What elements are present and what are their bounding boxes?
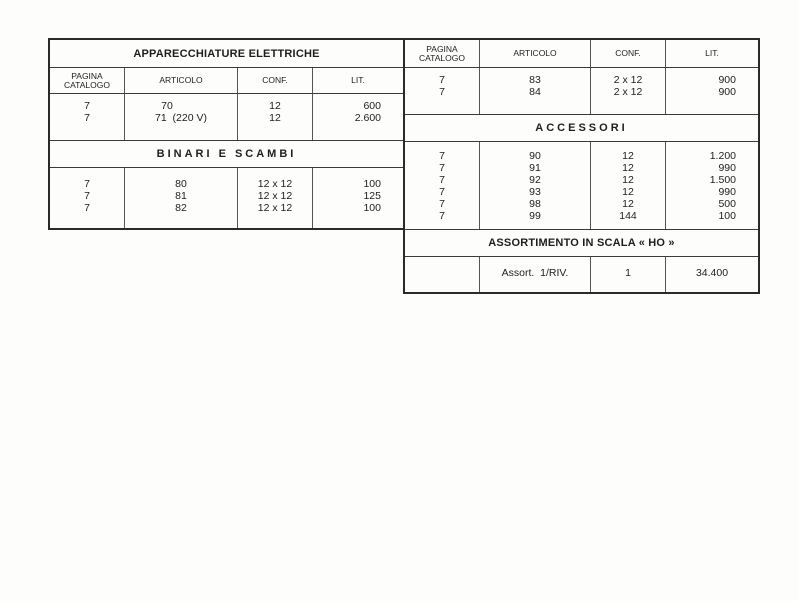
cell: 1.500 (709, 174, 736, 186)
cell: 7 (84, 202, 90, 214)
col-conf (238, 94, 313, 140)
section-title-apparecchiature (50, 40, 403, 68)
cell: 7 (439, 162, 445, 174)
cell: 91 (529, 162, 541, 174)
section-title-assortimento (405, 230, 758, 257)
cell: 84 (529, 86, 541, 98)
section-title-accessori (405, 114, 758, 142)
cell: 99 (529, 210, 541, 222)
cell: 7 (439, 210, 445, 222)
cell: 100 (363, 202, 381, 214)
col-conf (591, 142, 666, 229)
col-pagina (50, 168, 125, 228)
section1-body (50, 94, 403, 140)
cell: 12 (622, 198, 634, 210)
section-title-binari (50, 140, 403, 168)
header-conf: CONF. (238, 68, 313, 93)
col-articolo (480, 142, 591, 229)
section-title-text: APPARECCHIATURE ELETTRICHE (133, 47, 320, 60)
col-pagina (405, 142, 480, 229)
column-header-row (405, 40, 758, 68)
cell: 1 (625, 267, 631, 279)
cell: 12 (622, 186, 634, 198)
header-catalogo: CATALOGO (419, 52, 465, 63)
cell: 34.400 (695, 267, 729, 279)
cell: 81 (175, 190, 187, 202)
col-pagina (405, 68, 480, 114)
cell: 12 x 12 (257, 202, 293, 214)
cell: 90 (529, 150, 541, 162)
cell: 71 (220 V) (155, 112, 207, 124)
cell: 83 (529, 74, 541, 86)
left-price-table (48, 38, 405, 230)
cell: 7 (84, 190, 90, 202)
cell: 2 x 12 (613, 74, 643, 86)
top-body (405, 68, 758, 114)
col-conf (591, 68, 666, 114)
header-articolo: ARTICOLO (480, 40, 591, 67)
cell: Assort. 1/RIV. (501, 267, 569, 279)
cell: 12 (622, 162, 634, 174)
header-pagina: PAGINA (71, 70, 103, 81)
col-lit (666, 257, 758, 292)
cell: 12 x 12 (257, 190, 293, 202)
assortimento-body (405, 257, 758, 292)
accessori-body (405, 142, 758, 230)
col-articolo (125, 168, 238, 228)
cell: 500 (718, 198, 736, 210)
cell: 7 (84, 112, 90, 124)
header-pagina-catalogo (405, 40, 480, 67)
col-conf (238, 168, 313, 228)
cell: 7 (439, 198, 445, 210)
header-pagina-catalogo (50, 68, 125, 93)
col-lit (666, 142, 758, 229)
col-articolo (125, 94, 238, 140)
col-pagina (405, 257, 480, 292)
cell: 900 (718, 86, 736, 98)
header-pagina: PAGINA (426, 43, 458, 54)
section2-body (50, 168, 403, 228)
col-articolo (480, 257, 591, 292)
cell: 92 (529, 174, 541, 186)
cell: 80 (175, 178, 187, 190)
section-title-text: BINARI E SCAMBI (156, 148, 297, 160)
cell: 600 (363, 100, 381, 112)
cell: 100 (718, 210, 736, 222)
cell: 7 (439, 150, 445, 162)
cell: 100 (363, 178, 381, 190)
cell: 990 (718, 186, 736, 198)
cell: 12 (269, 100, 281, 112)
header-conf: CONF. (591, 40, 666, 67)
col-lit (313, 168, 403, 228)
column-header-row (50, 68, 403, 94)
cell: 7 (84, 100, 90, 112)
header-lit: LIT. (705, 48, 719, 58)
header-catalogo: CATALOGO (64, 79, 110, 90)
col-conf (591, 257, 666, 292)
cell: 2.600 (354, 112, 381, 124)
col-pagina (50, 94, 125, 140)
cell: 1.200 (709, 150, 736, 162)
cell: 7 (439, 74, 445, 86)
cell: 990 (718, 162, 736, 174)
header-articolo: ARTICOLO (125, 68, 238, 93)
section-title-text: ASSORTIMENTO IN SCALA « HO » (488, 237, 675, 249)
cell: 12 x 12 (257, 178, 293, 190)
right-price-table (403, 38, 760, 294)
cell: 2 x 12 (613, 86, 643, 98)
cell: 70 (161, 100, 173, 112)
cell: 125 (363, 190, 381, 202)
cell: 7 (84, 178, 90, 190)
col-articolo (480, 68, 591, 114)
header-lit: LIT. (351, 75, 365, 85)
cell: 98 (529, 198, 541, 210)
col-lit (666, 68, 758, 114)
cell: 12 (622, 174, 634, 186)
cell: 93 (529, 186, 541, 198)
section-title-text: ACCESSORI (535, 122, 628, 134)
cell: 144 (619, 210, 637, 222)
col-lit (313, 94, 403, 140)
cell: 12 (622, 150, 634, 162)
cell: 7 (439, 186, 445, 198)
cell: 12 (269, 112, 281, 124)
cell: 82 (175, 202, 187, 214)
cell: 7 (439, 174, 445, 186)
cell: 7 (439, 86, 445, 98)
cell: 900 (718, 74, 736, 86)
